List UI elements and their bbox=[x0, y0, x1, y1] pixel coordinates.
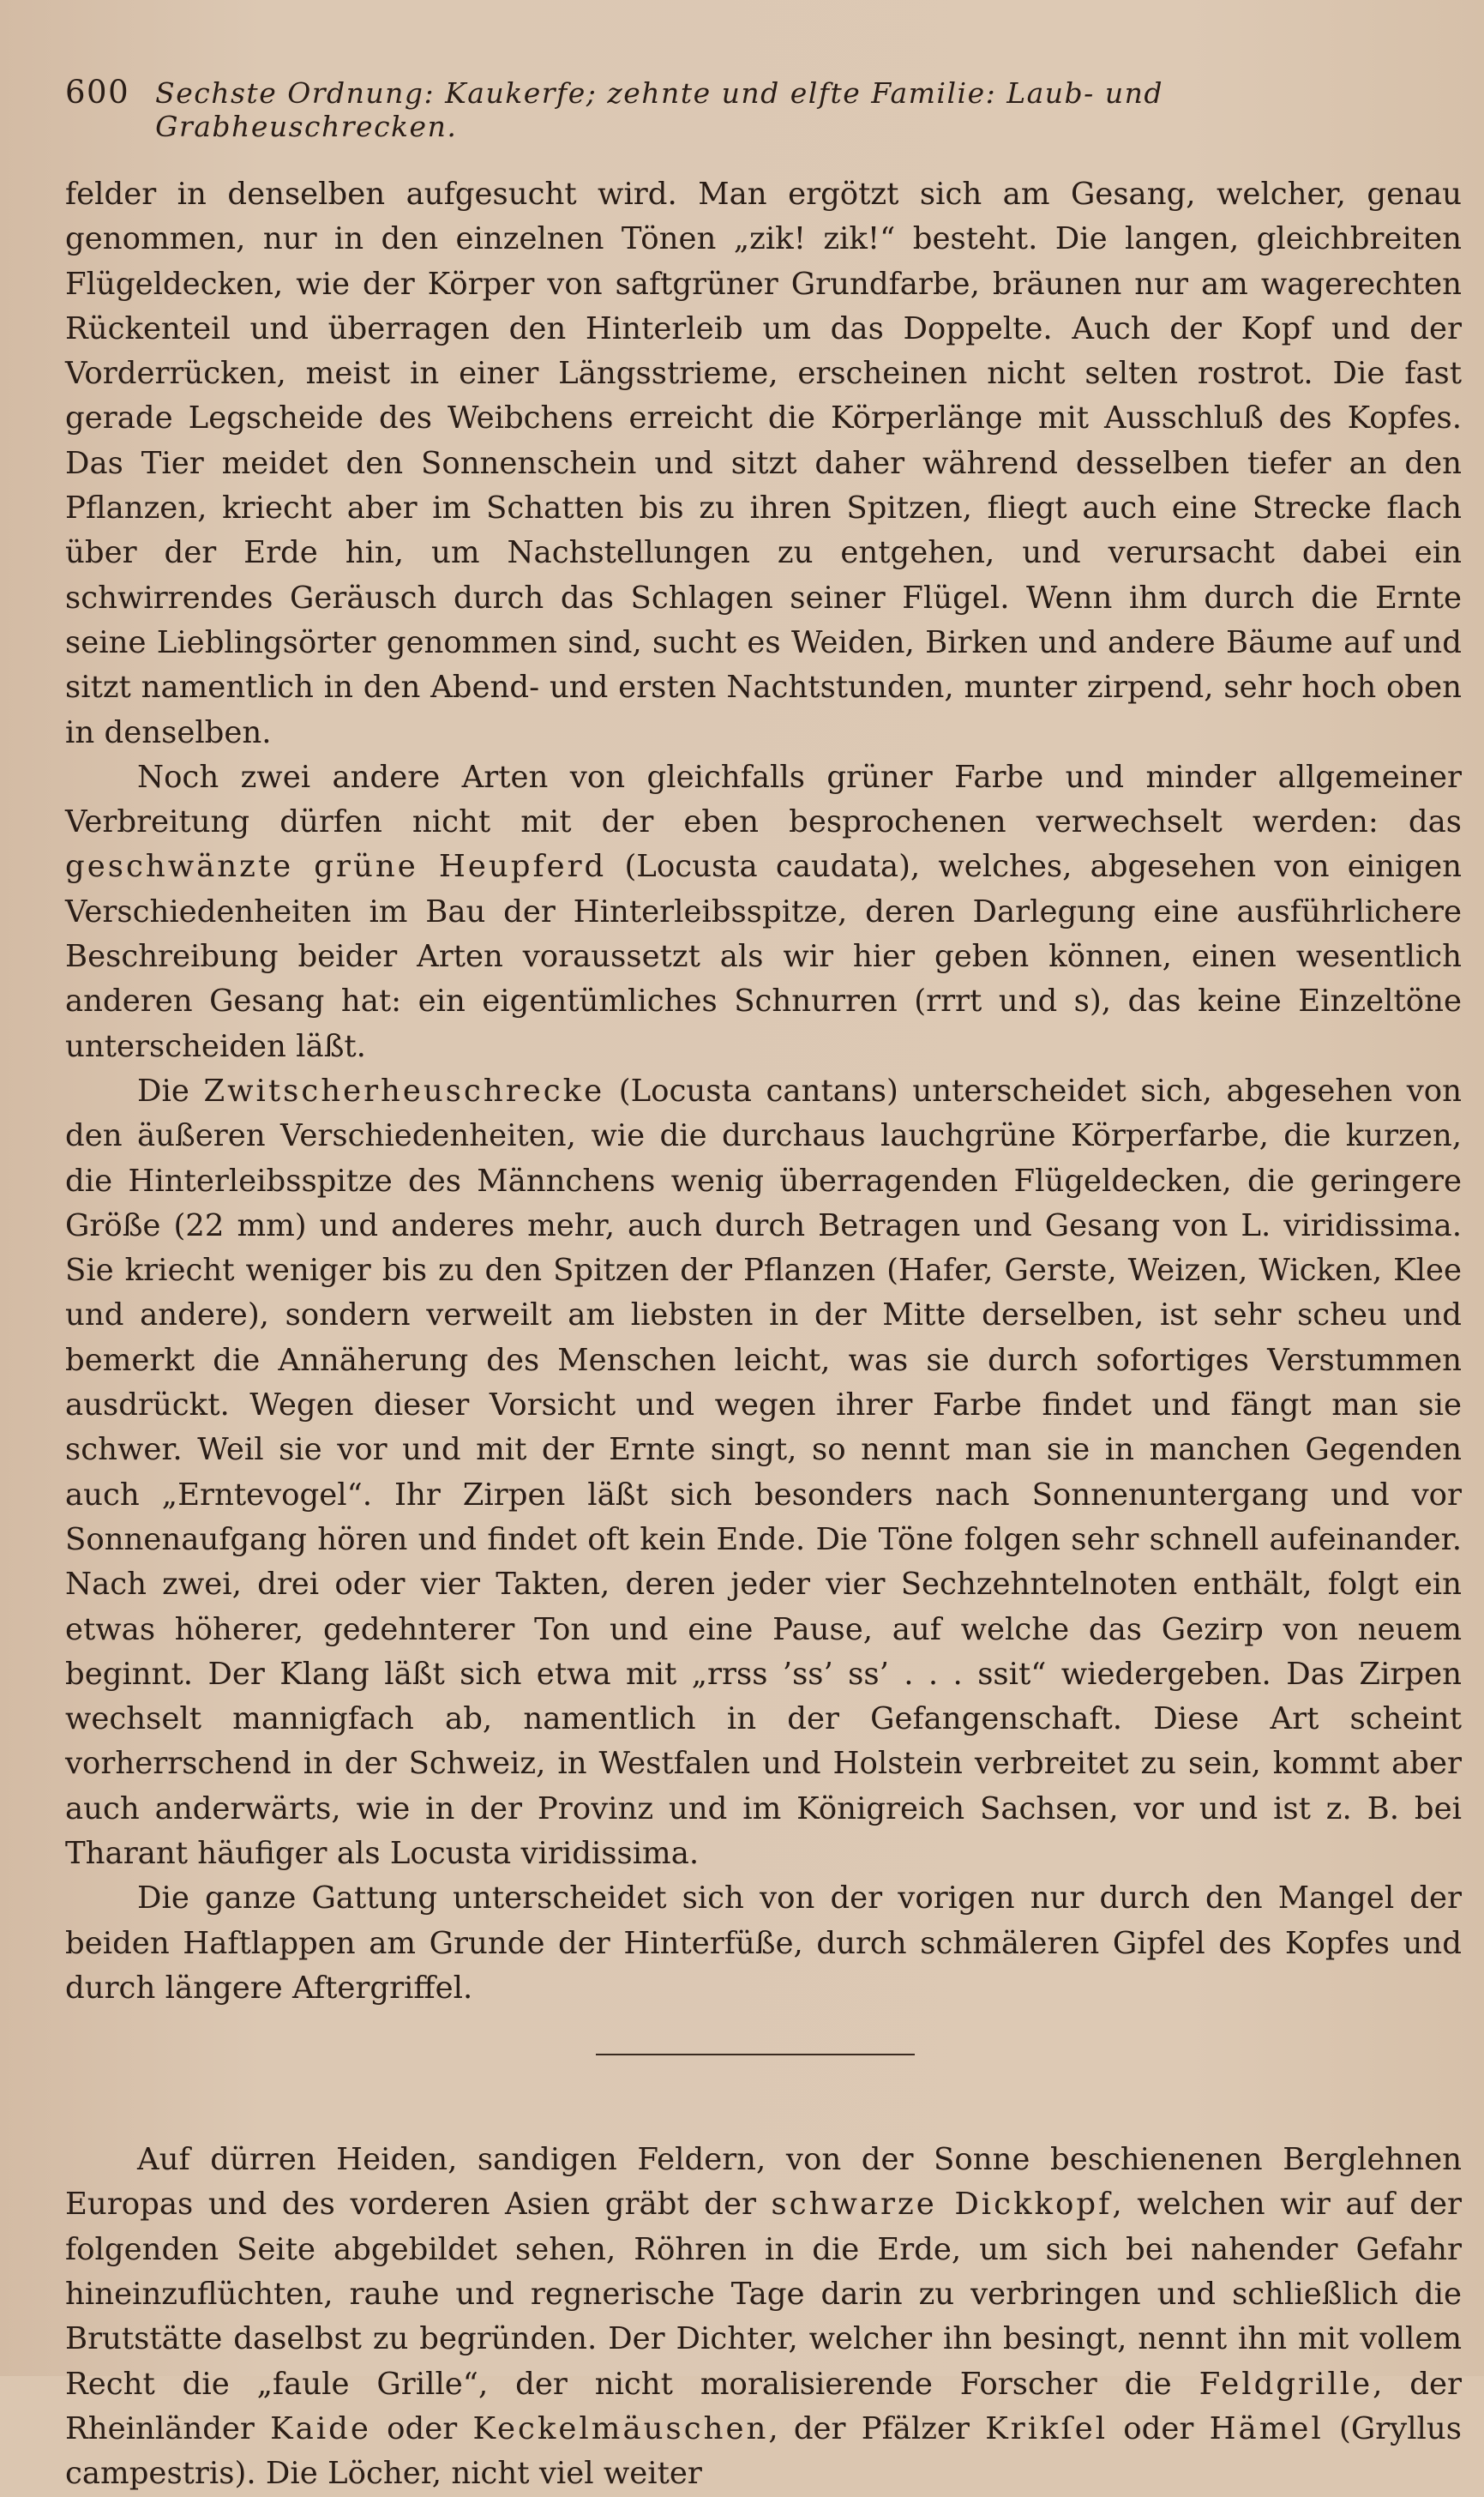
paragraph-3 bbox=[65, 1069, 1462, 1876]
paragraph-1: felder in denselben aufgesucht wird. Man ergötzt sich am Gesang, welcher, genau genommen, nur in den einzelnen Tönen „zik! zik!“ besteht. Die langen, gleichbreiten Flügeldecken, wie der Körper von saftgrüner Grundfarbe, bräunen nur am wagerechten Rückenteil und überragen den Hinterleib um das Doppelte. Auch der Kopf und der Vorderrücken, meist in einer Längsstrieme, erscheinen nicht selten rostrot. Die fast gerade Legscheide des Weibchens erreicht die Körperlänge mit Ausschluß des Kopfes. Das Tier meidet den Sonnenschein und sitzt daher während desselben tiefer an den Pflanzen, kriecht aber im Schatten bis zu ihren Spitzen, fliegt auch eine Strecke flach über der Erde hin, um Nachstellungen zu entgehen, und verursacht dabei ein schwirrendes Geräusch durch das Schlagen seiner Flügel. Wenn ihm durch die Ernte seine Lieblingsörter genommen sind, sucht es Weiden, Birken und andere Bäume auf und sitzt namentlich in den Abend- und ersten Nachtstunden, munter zirpend, sehr hoch oben in denselben. bbox=[65, 177, 1462, 750]
species-name-feldgrille: Feldgrille bbox=[1199, 2366, 1373, 2402]
paragraph-4: Die ganze Gattung unterscheidet sich von der vorigen nur durch den Mangel der beiden Haftlappen am Grunde der Hinterfüße, durch schmäleren Gipfel des Kopfes und durch längere Aftergriffel. bbox=[65, 1880, 1462, 2006]
paragraph-5-mid5: oder bbox=[1108, 2410, 1210, 2446]
paragraph-2 bbox=[65, 755, 1462, 1069]
species-name-zwitscherheuschrecke: Zwitscherheuschrecke bbox=[203, 1073, 605, 1109]
running-head bbox=[65, 74, 1462, 143]
paragraph-5-mid4: , der Pfälzer bbox=[768, 2410, 986, 2446]
paragraph-5-mid1: , welchen wir auf der folgenden Seite abgebildet sehen, Röhren in die Erde, um sich bei nahender Gefahr hineinzuflüchten, rauhe und regnerische Tage darin zu verbringen und schließlich die Brutstätte daselbst zu begründen. Der Dichter, welcher ihn besingt, nennt ihn mit vollem Recht die „faule Grille“, der nicht moralisierende Forscher die bbox=[65, 2187, 1462, 2402]
species-name-haemel: Hämel bbox=[1209, 2410, 1324, 2446]
paragraph-2-rest: (Locusta caudata), welches, abgesehen von einigen Verschiedenheiten im Bau der Hinterleibsspitze, deren Darlegung eine ausführlichere Beschreibung beider Arten voraussetzt als wir hier geben können, einen wesentlich anderen Gesang hat: ein eigentümliches Schnurren (rrrt und s), das keine Einzeltöne unterscheiden läßt. bbox=[65, 849, 1462, 1064]
section-divider bbox=[596, 2054, 915, 2055]
paragraph-5-rest: (Gryllus campestris). Die Löcher, nicht viel weiter bbox=[65, 2410, 1462, 2492]
paragraph-5-mid2: , der Rheinländer bbox=[65, 2366, 1462, 2446]
paragraph-5 bbox=[65, 2138, 1462, 2496]
paragraph-5-mid3: oder bbox=[370, 2410, 473, 2446]
paragraph-2-intro: Noch zwei andere Arten von gleichfalls grüner Farbe und minder allgemeiner Verbreitung dürfen nicht mit der eben besprochenen verwechselt werden: das bbox=[65, 759, 1462, 840]
paragraph-3-rest: (Locusta cantans) unterscheidet sich, abgesehen von den äußeren Verschiedenheiten, wie die durchaus lauchgrüne Körperfarbe, die kurzen, die Hinterleibsspitze des Männchens wenig überragenden Flügeldecken, die geringere Größe (22 mm) und anderes mehr, auch durch Betragen und Gesang von L. viridissima. Sie kriecht weniger bis zu den Spitzen der Pflanzen (Hafer, Gerste, Weizen, Wicken, Klee und andere), sondern verweilt am liebsten in der Mitte derselben, ist sehr scheu und bemerkt die Annäherung des Menschen leicht, was sie durch sofortiges Verstummen ausdrückt. Wegen dieser Vorsicht und wegen ihrer Farbe findet und fängt man sie schwer. Weil sie vor und mit der Ernte singt, so nennt man sie in manchen Gegenden auch „Erntevogel“. Ihr Zirpen läßt sich besonders nach Sonnenuntergang und vor Sonnenaufgang hören und findet oft kein Ende. Die Töne folgen sehr schnell aufeinander. Nach zwei, drei oder vier Takten, deren jeder vier Sechzehntelnoten enthält, folgt ein etwas höherer, gedehnterer Ton und eine Pause, auf welche das Gezirp von neuem beginnt. Der Klang läßt sich etwa mit „rrss ’ss’ ss’ . . . ssit“ wiedergeben. Das Zirpen wechselt mannigfach ab, namentlich in der Gefangenschaft. Diese Art scheint vorherrschend in der Schweiz, in Westfalen und Holstein verbreitet zu sein, kommt aber auch anderwärts, wie in der Provinz und im Königreich Sachsen, vor und ist z. B. bei Tharant häufiger als Locusta viridissima. bbox=[65, 1073, 1463, 1871]
paragraph-3-intro: Die bbox=[137, 1073, 204, 1109]
species-name-kaide: Kaide bbox=[270, 2410, 371, 2446]
species-name-dickkopf: schwarze Dickkopf bbox=[771, 2187, 1113, 2223]
running-title: Sechste Ordnung: Kaukerfe; zehnte und elfte Familie: Laub- und Grabheuschrecken. bbox=[155, 76, 1163, 143]
paragraph-5-intro: Auf dürren Heiden, sandigen Feldern, von der Sonne beschienenen Berglehnen Europas und des vorderen Asien gräbt der bbox=[65, 2142, 1462, 2223]
species-name-keckelmaeuschen: Keckelmäuschen bbox=[472, 2410, 769, 2446]
species-name-heupferd: geschwänzte grüne Heupferd bbox=[65, 849, 607, 885]
page-number: 600 bbox=[65, 74, 130, 111]
species-name-kriksel: Krikſel bbox=[985, 2410, 1108, 2446]
